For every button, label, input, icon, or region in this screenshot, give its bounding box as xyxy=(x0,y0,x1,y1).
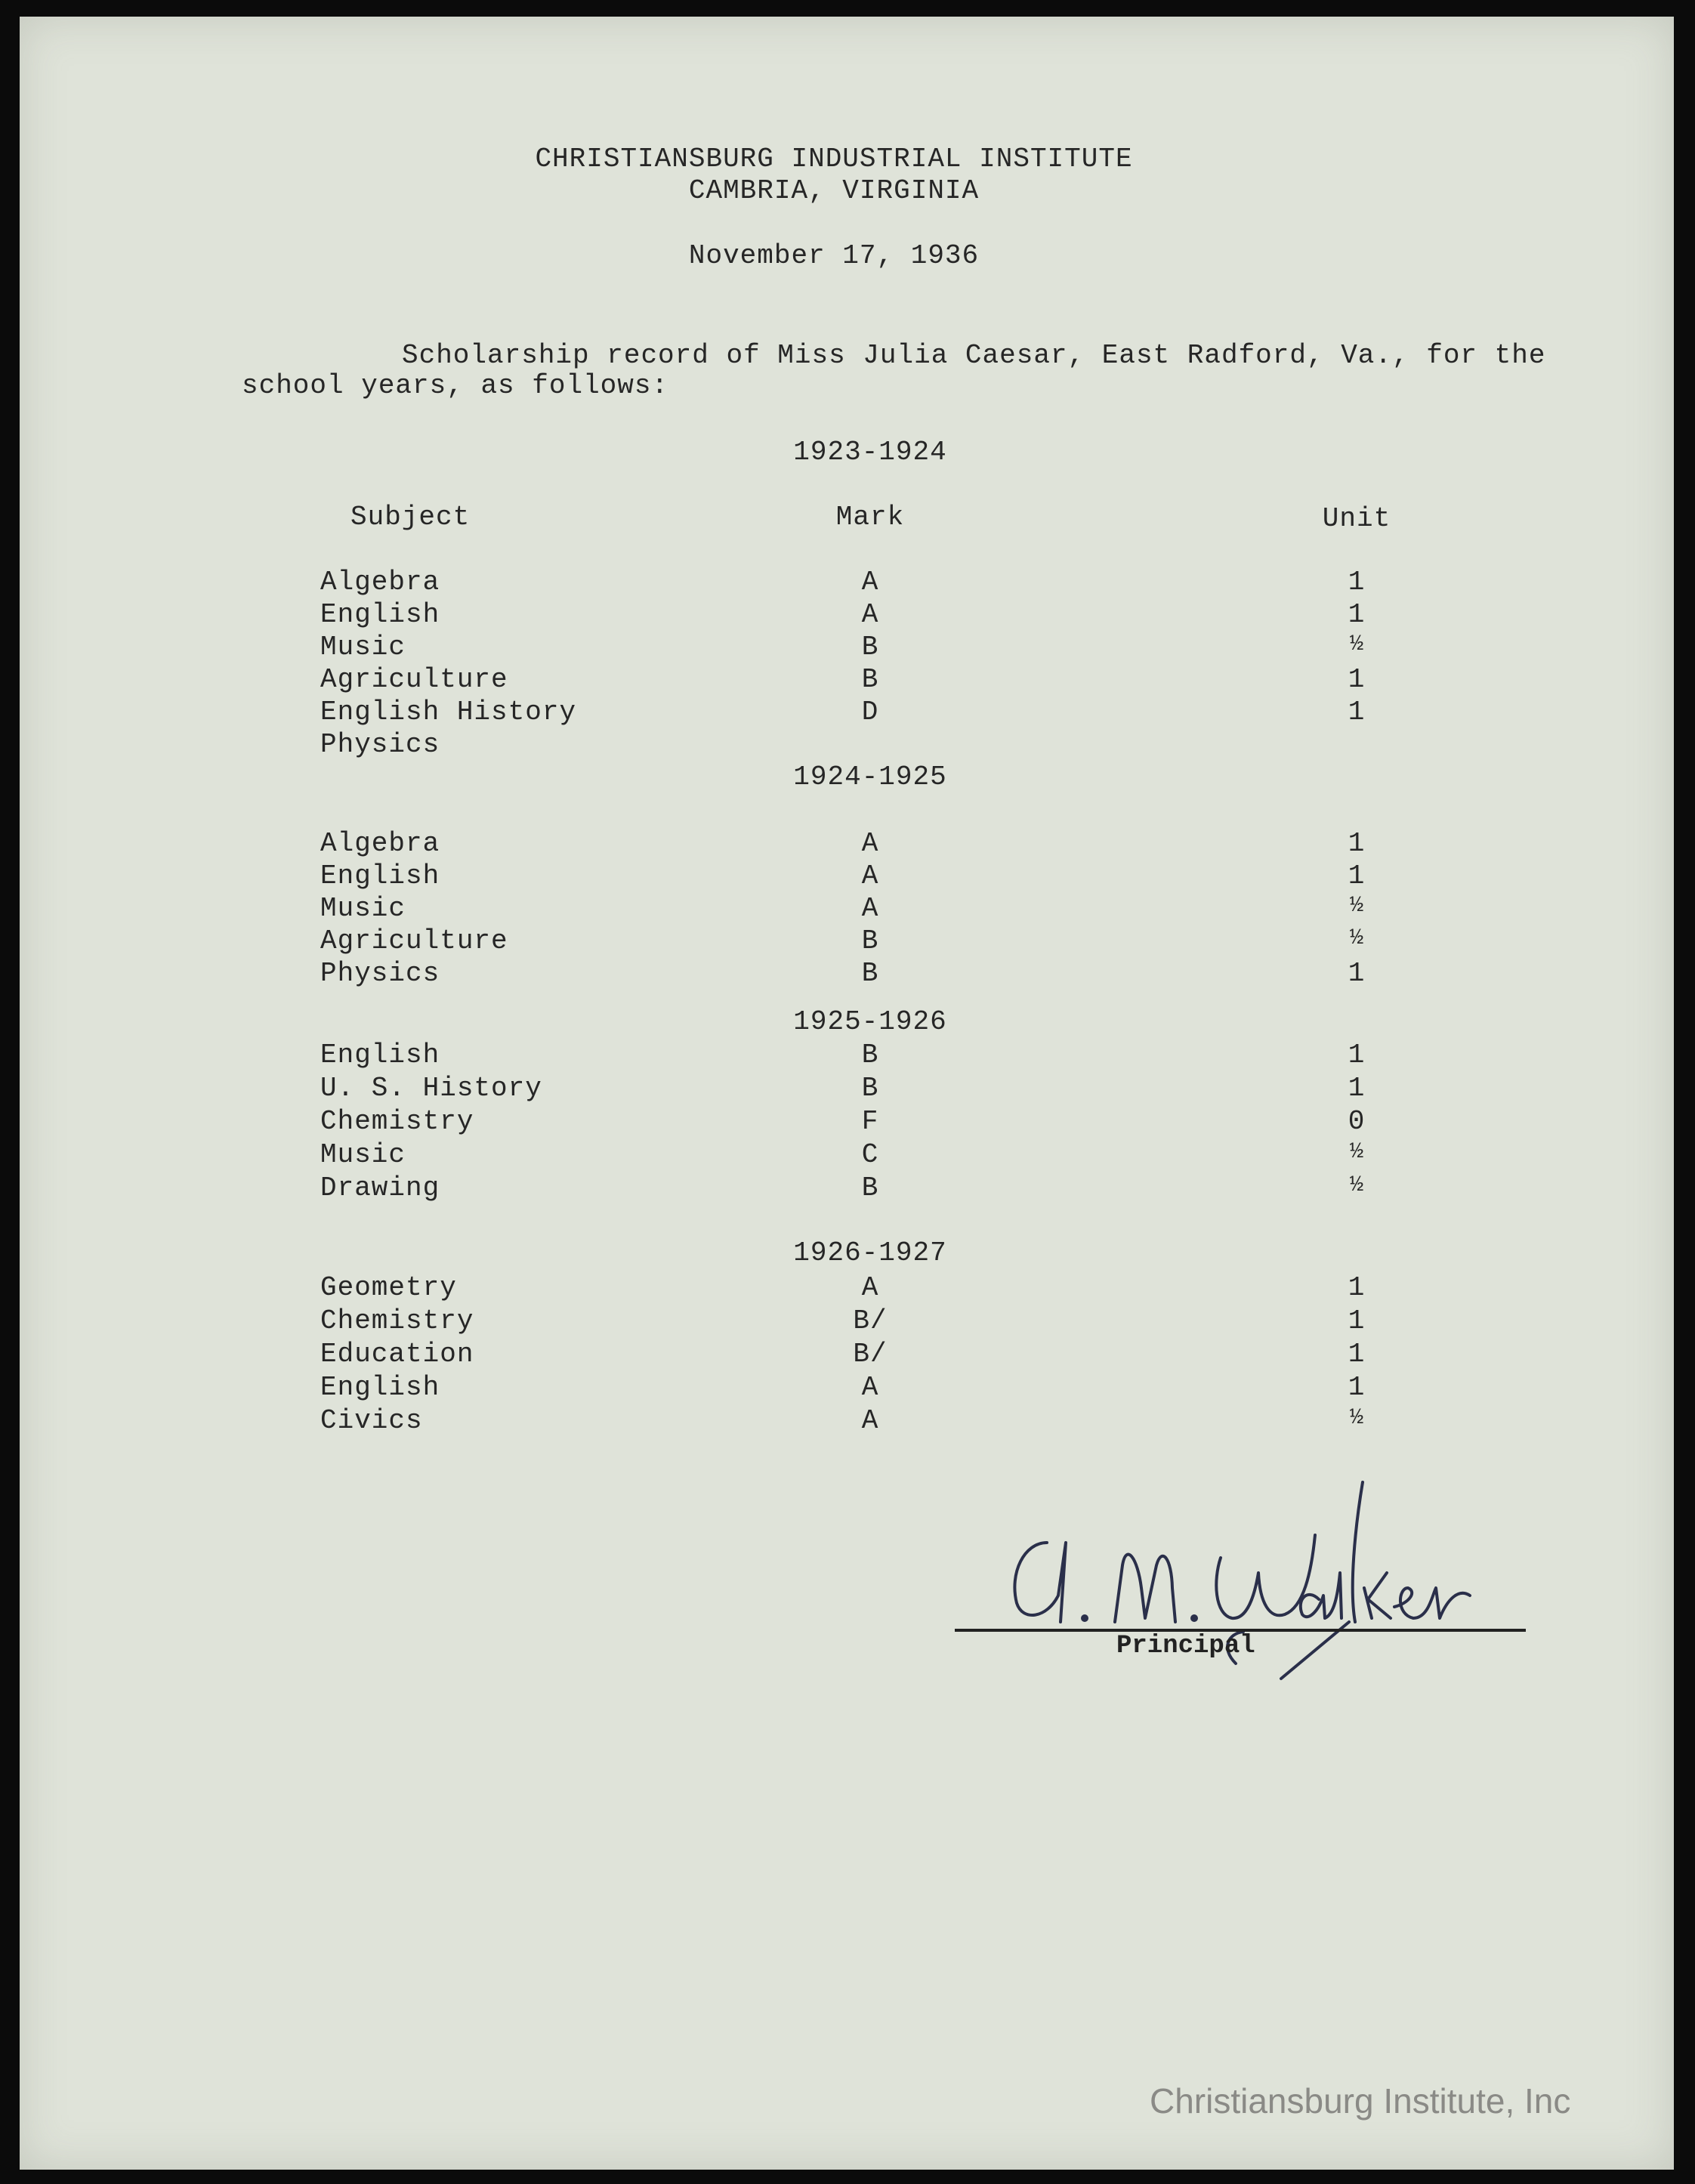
subject-cell: Physics xyxy=(320,958,440,989)
unit-cell: 1 xyxy=(1348,1073,1366,1104)
mark-cell: B xyxy=(861,925,879,956)
year-heading: 1926-1927 xyxy=(793,1237,947,1268)
table-row xyxy=(20,1106,1674,1139)
table-row xyxy=(20,664,1674,697)
institution-location: CAMBRIA, VIRGINIA xyxy=(688,175,980,206)
unit-cell: 0 xyxy=(1348,1106,1366,1137)
unit-cell: 1 xyxy=(1348,567,1366,598)
mark-cell: B/ xyxy=(853,1339,888,1370)
year-heading: 1925-1926 xyxy=(793,1006,947,1037)
table-row xyxy=(20,1139,1674,1172)
unit-cell: 1 xyxy=(1348,1039,1366,1070)
mark-cell: A xyxy=(861,828,879,859)
subject-cell: English xyxy=(320,599,440,630)
unit-cell: 1 xyxy=(1348,1305,1366,1336)
column-header-mark: Mark xyxy=(835,502,905,533)
unit-cell: ½ xyxy=(1349,925,1364,951)
column-header-subject: Subject xyxy=(350,502,471,533)
mark-cell: A xyxy=(861,1372,879,1403)
unit-cell: ½ xyxy=(1349,1172,1364,1198)
mark-cell: C xyxy=(861,1139,879,1170)
unit-cell: 1 xyxy=(1348,697,1366,727)
subject-cell: Education xyxy=(320,1339,474,1370)
subject-cell: Agriculture xyxy=(320,925,508,956)
subject-cell: English History xyxy=(320,697,577,727)
table-row xyxy=(20,697,1674,730)
unit-cell: 1 xyxy=(1348,860,1366,891)
mark-cell: B xyxy=(861,1039,879,1070)
table-row xyxy=(20,958,1674,991)
table-row xyxy=(20,632,1674,665)
year-heading: 1923-1924 xyxy=(793,437,947,468)
column-header-unit: Unit xyxy=(1322,503,1391,534)
mark-cell: A xyxy=(861,893,879,924)
unit-cell: ½ xyxy=(1349,1139,1364,1165)
subject-cell: Algebra xyxy=(320,828,440,859)
table-row xyxy=(20,1339,1674,1372)
mark-cell: B xyxy=(861,958,879,989)
mark-cell: A xyxy=(861,1405,879,1436)
table-row xyxy=(20,1272,1674,1305)
unit-cell: ½ xyxy=(1349,632,1364,657)
table-row xyxy=(20,567,1674,600)
subject-cell: Civics xyxy=(320,1405,423,1436)
principal-title: Principal xyxy=(1116,1632,1255,1660)
principal-signature xyxy=(994,1460,1553,1686)
unit-cell: 1 xyxy=(1348,828,1366,859)
table-row xyxy=(20,860,1674,894)
subject-cell: Geometry xyxy=(320,1272,457,1303)
mark-cell: A xyxy=(861,599,879,630)
table-row xyxy=(20,599,1674,632)
mark-cell: F xyxy=(861,1106,879,1137)
mark-cell: A xyxy=(861,567,879,598)
subject-cell: U. S. History xyxy=(320,1073,542,1104)
unit-cell: ½ xyxy=(1349,1405,1364,1431)
mark-cell: B/ xyxy=(853,1305,888,1336)
unit-cell: ½ xyxy=(1349,893,1364,919)
subject-cell: Agriculture xyxy=(320,664,508,695)
table-row xyxy=(20,925,1674,959)
subject-cell: Physics xyxy=(320,729,440,760)
unit-cell: 1 xyxy=(1348,1272,1366,1303)
subject-cell: Algebra xyxy=(320,567,440,598)
subject-cell: English xyxy=(320,860,440,891)
institution-name: CHRISTIANSBURG INDUSTRIAL INSTITUTE xyxy=(535,144,1133,175)
subject-cell: Drawing xyxy=(320,1172,440,1203)
table-row xyxy=(20,893,1674,926)
unit-cell: 1 xyxy=(1348,664,1366,695)
table-row xyxy=(20,1073,1674,1106)
table-row xyxy=(20,1039,1674,1073)
subject-cell: English xyxy=(320,1372,440,1403)
subject-cell: Chemistry xyxy=(320,1106,474,1137)
unit-cell: 1 xyxy=(1348,1372,1366,1403)
mark-cell: D xyxy=(861,697,879,727)
mark-cell: B xyxy=(861,1172,879,1203)
unit-cell: 1 xyxy=(1348,958,1366,989)
intro-line-1: Scholarship record of Miss Julia Caesar, East Radford, Va., for the xyxy=(402,340,1546,371)
subject-cell: Chemistry xyxy=(320,1305,474,1336)
subject-cell: Music xyxy=(320,893,406,924)
table-row xyxy=(20,729,1674,762)
subject-cell: English xyxy=(320,1039,440,1070)
mark-cell: B xyxy=(861,664,879,695)
subject-cell: Music xyxy=(320,632,406,663)
table-row xyxy=(20,828,1674,861)
subject-cell: Music xyxy=(320,1139,406,1170)
table-row xyxy=(20,1305,1674,1339)
table-row xyxy=(20,1405,1674,1438)
mark-cell: B xyxy=(861,1073,879,1104)
mark-cell: A xyxy=(861,1272,879,1303)
mark-cell: A xyxy=(861,860,879,891)
document-page xyxy=(20,17,1674,2170)
mark-cell: B xyxy=(861,632,879,663)
intro-line-2: school years, as follows: xyxy=(242,370,669,401)
year-heading: 1924-1925 xyxy=(793,761,947,792)
archive-watermark: Christiansburg Institute, Inc xyxy=(1150,2081,1571,2121)
unit-cell: 1 xyxy=(1348,1339,1366,1370)
unit-cell: 1 xyxy=(1348,599,1366,630)
table-row xyxy=(20,1372,1674,1405)
table-row xyxy=(20,1172,1674,1206)
letter-date: November 17, 1936 xyxy=(688,240,980,271)
